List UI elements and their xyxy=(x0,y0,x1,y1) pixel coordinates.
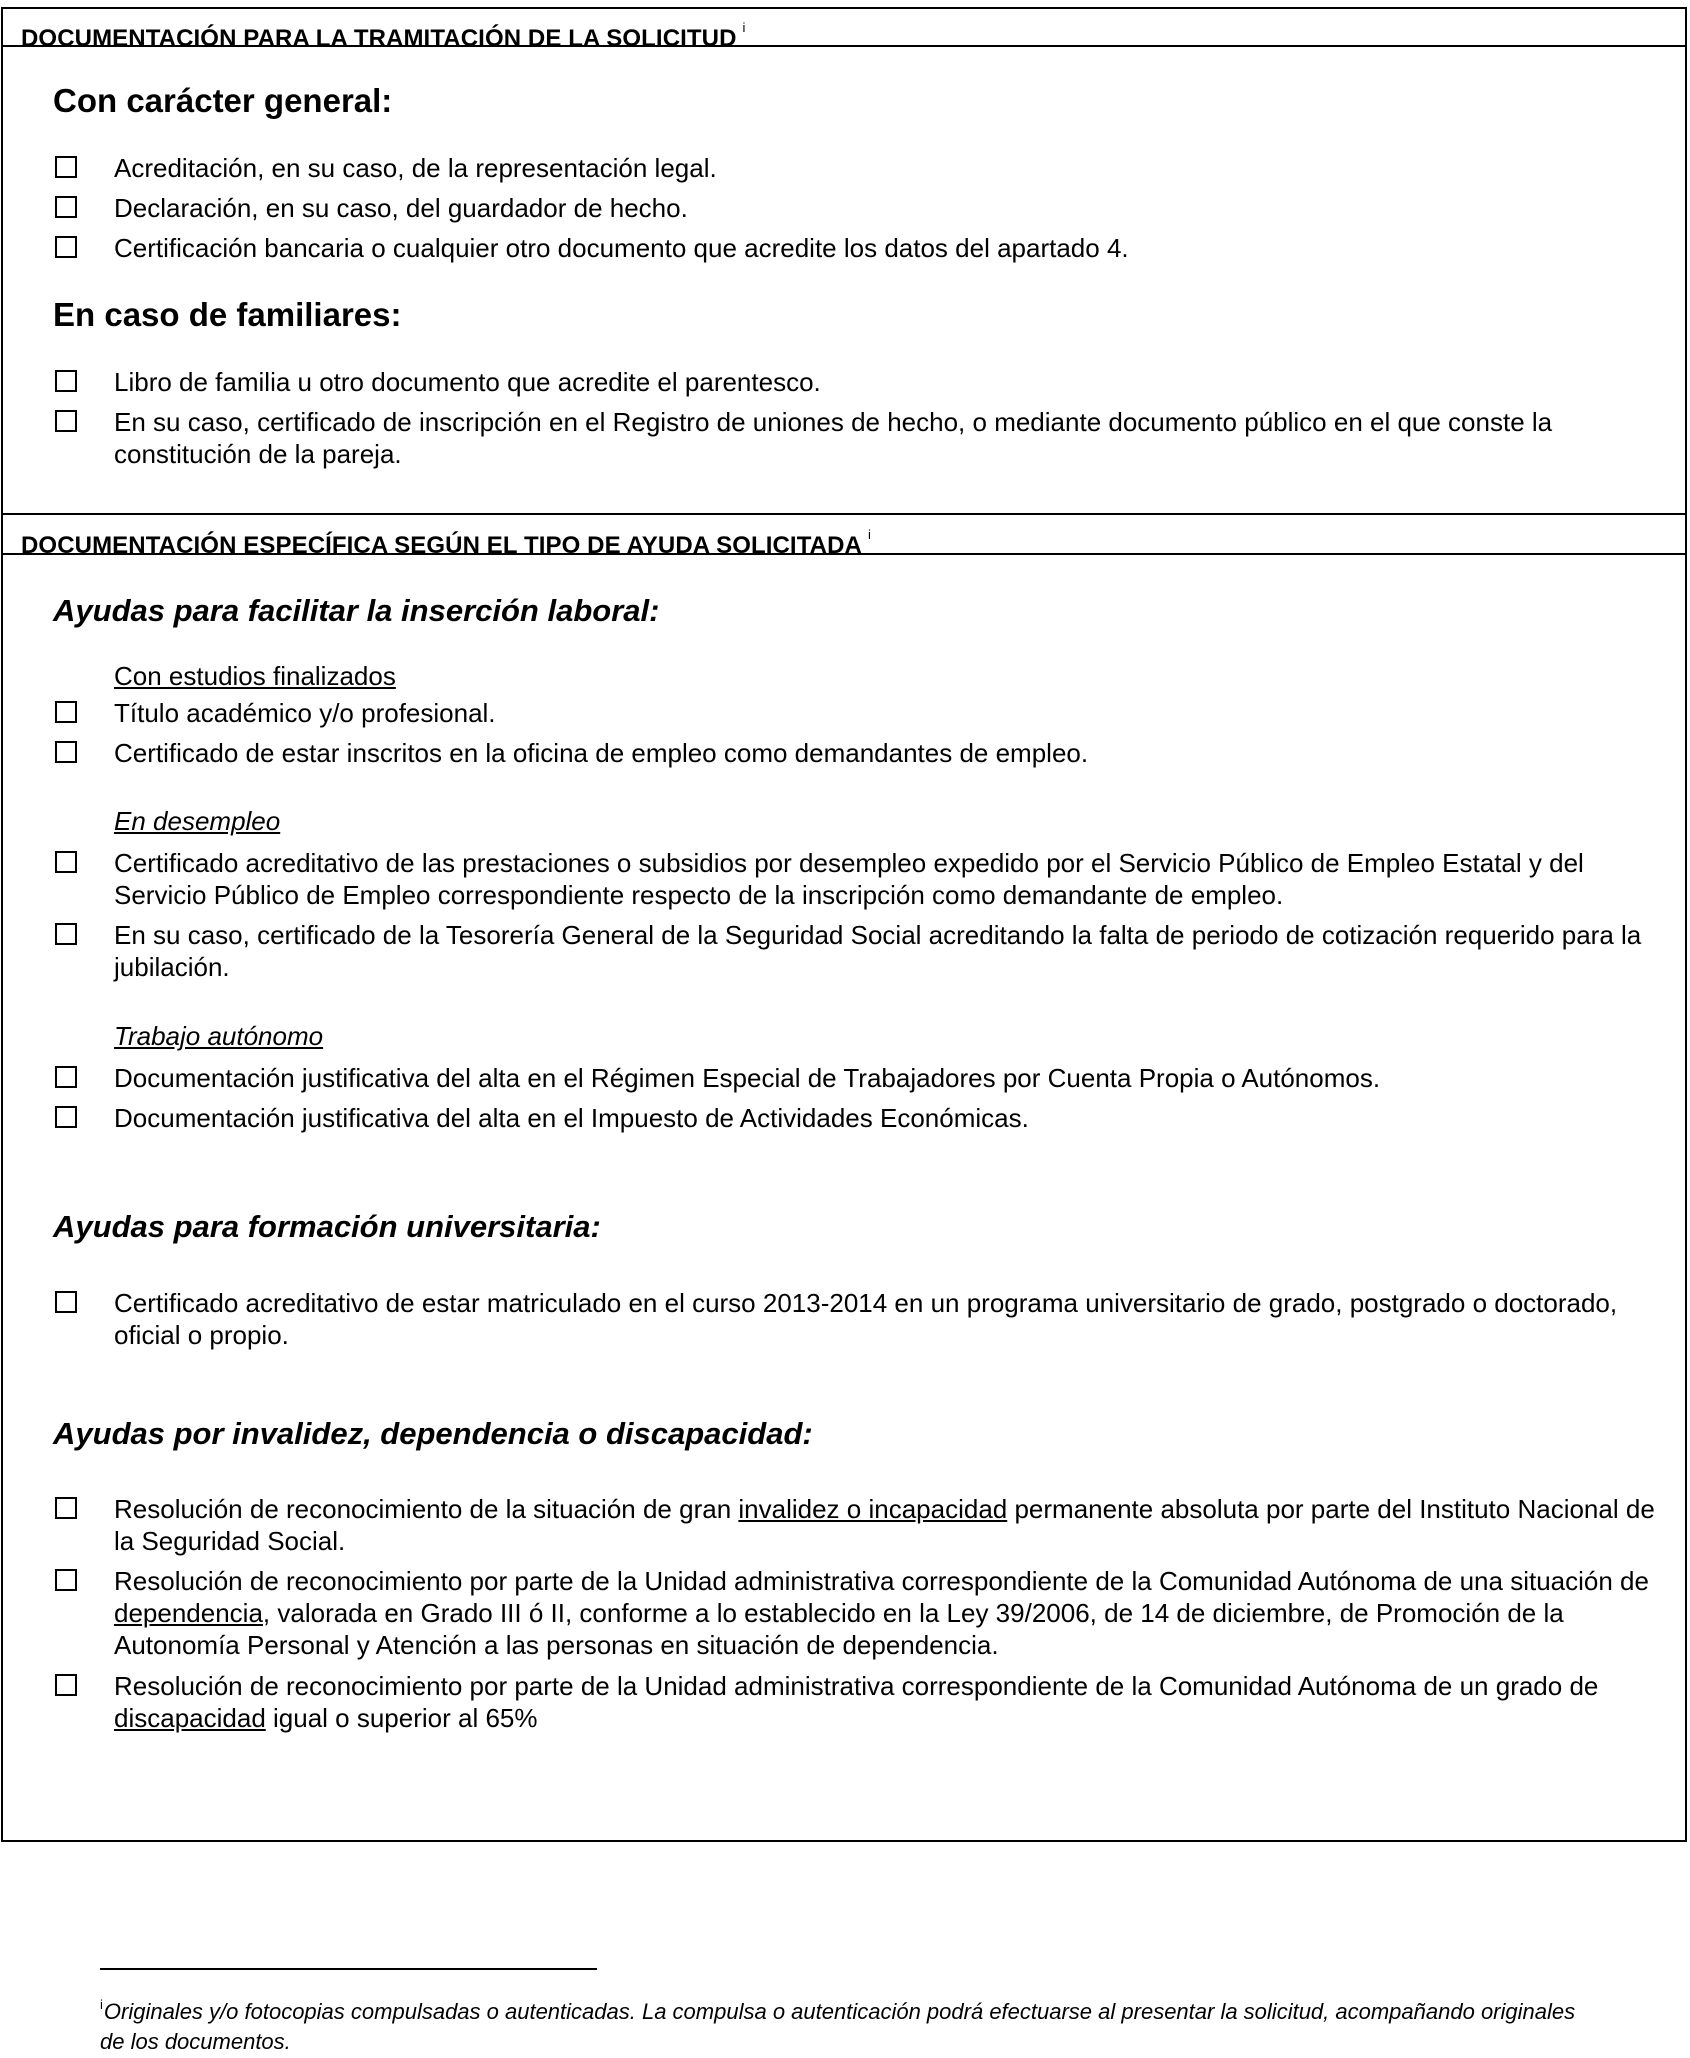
item-label: Documentación justificativa del alta en el Impuesto de Actividades Económicas. xyxy=(114,1103,1029,1133)
checkbox[interactable] xyxy=(55,410,77,432)
checklist-item[interactable] xyxy=(55,919,1655,983)
item-label: Libro de familia u otro documento que acredite el parentesco. xyxy=(114,367,821,397)
checklist-item[interactable] xyxy=(55,1102,1655,1134)
item-label: Certificado de estar inscritos en la oficina de empleo como demandantes de empleo. xyxy=(114,738,1089,768)
checklist-item[interactable] xyxy=(55,366,1655,398)
item-text: igual o superior al 65% xyxy=(265,1703,538,1733)
section-header-tramitacion xyxy=(3,9,1685,52)
item-label: Certificado acreditativo de las prestaciones o subsidios por desempleo expedido por el Servicio Público de Empleo Estatal y del Servicio Público de Empleo correspondiente respecto de la inscripción como demandante de empleo. xyxy=(114,848,1584,910)
footnote xyxy=(100,1990,1600,2057)
checklist-item[interactable] xyxy=(55,1287,1655,1351)
category-heading-familiares: En caso de familiares: xyxy=(53,296,402,333)
checkbox[interactable] xyxy=(55,1497,77,1519)
checkbox[interactable] xyxy=(55,1674,77,1696)
item-label: Acreditación, en su caso, de la representación legal. xyxy=(114,153,717,183)
item-label: Certificado acreditativo de estar matriculado en el curso 2013-2014 en un programa universitario de grado, postgrado o doctorado, oficial o propio. xyxy=(114,1288,1618,1350)
checklist-item[interactable] xyxy=(55,1493,1655,1557)
item-label xyxy=(114,1493,1655,1557)
item-label: Declaración, en su caso, del guardador de hecho. xyxy=(114,193,688,223)
section-header-especifica xyxy=(3,513,1685,559)
item-label: Título académico y/o profesional. xyxy=(114,698,496,728)
checkbox[interactable] xyxy=(55,370,77,392)
checkbox[interactable] xyxy=(55,741,77,763)
checkbox[interactable] xyxy=(55,851,77,873)
checkbox[interactable] xyxy=(55,1569,77,1591)
footnote-marker: i xyxy=(742,20,746,35)
footnote-marker: i xyxy=(100,1997,103,2012)
checklist-item[interactable] xyxy=(55,1062,1655,1094)
footnote-divider xyxy=(100,1968,597,1970)
checkbox[interactable] xyxy=(55,701,77,723)
item-text: Resolución de reconocimiento por parte de la Unidad administrativa correspondiente de la Comunidad Autónoma de una situación de xyxy=(114,1566,1649,1596)
underlined-term: discapacidad xyxy=(114,1703,266,1733)
item-text: Resolución de reconocimiento por parte de la Unidad administrativa correspondiente de la Comunidad Autónoma de un grado de xyxy=(114,1671,1599,1701)
checklist-item[interactable] xyxy=(55,152,1655,184)
subgroup-label-estudios: Con estudios finalizados xyxy=(114,661,396,691)
category-heading-general: Con carácter general: xyxy=(53,82,393,119)
section-title: DOCUMENTACIÓN ESPECÍFICA SEGÚN EL TIPO DE AYUDA SOLICITADA xyxy=(21,532,862,559)
category-heading-insercion: Ayudas para facilitar la inserción laboral: xyxy=(53,593,660,628)
item-label: En su caso, certificado de la Tesorería General de la Seguridad Social acreditando la falta de periodo de cotización requerido para la jubilación. xyxy=(114,920,1642,982)
footnote-text: Originales y/o fotocopias compulsadas o autenticadas. La compulsa o autenticación podrá efectuarse al presentar la solicitud, acompañando originales de los documentos. xyxy=(100,1999,1576,2054)
item-label: Documentación justificativa del alta en el Régimen Especial de Trabajadores por Cuenta Propia o Autónomos. xyxy=(114,1063,1381,1093)
section-title: DOCUMENTACIÓN PARA LA TRAMITACIÓN DE LA SOLICITUD xyxy=(21,25,737,52)
checklist-item[interactable] xyxy=(55,847,1655,911)
checkbox[interactable] xyxy=(55,156,77,178)
checklist-item[interactable] xyxy=(55,1670,1655,1734)
checklist-item[interactable] xyxy=(55,697,1655,729)
item-text: permanente absoluta por parte del Instituto Nacional de la Seguridad Social. xyxy=(114,1494,1655,1556)
checkbox[interactable] xyxy=(55,923,77,945)
category-heading-invalidez: Ayudas por invalidez, dependencia o discapacidad: xyxy=(53,1416,813,1451)
checkbox[interactable] xyxy=(55,236,77,258)
item-label xyxy=(114,1565,1655,1661)
item-label: En su caso, certificado de inscripción en el Registro de uniones de hecho, o mediante documento público en el que conste la constitución de la pareja. xyxy=(114,407,1553,469)
underlined-term: invalidez o incapacidad xyxy=(738,1494,1008,1524)
footnote-marker: i xyxy=(867,527,871,542)
underlined-term: dependencia xyxy=(114,1598,263,1628)
checkbox[interactable] xyxy=(55,1066,77,1088)
subgroup-label-desempleo: En desempleo xyxy=(114,806,281,836)
checkbox[interactable] xyxy=(55,196,77,218)
item-label: Certificación bancaria o cualquier otro documento que acredite los datos del apartado 4. xyxy=(114,233,1129,263)
documentation-form xyxy=(1,7,1687,1842)
checklist-item[interactable] xyxy=(55,192,1655,224)
subgroup-label-autonomo: Trabajo autónomo xyxy=(114,1021,324,1051)
category-heading-universitaria: Ayudas para formación universitaria: xyxy=(53,1209,601,1244)
checklist-item[interactable] xyxy=(55,1565,1655,1661)
item-text: , valorada en Grado III ó II, conforme a lo establecido en la Ley 39/2006, de 14 de diciembre, de Promoción de la Autonomía Personal y Atención a las personas en situación de dependencia. xyxy=(114,1598,1564,1660)
checklist-item[interactable] xyxy=(55,406,1655,470)
item-label xyxy=(114,1670,1655,1734)
checkbox[interactable] xyxy=(55,1106,77,1128)
checklist-item[interactable] xyxy=(55,232,1655,264)
item-text: Resolución de reconocimiento de la situación de gran xyxy=(114,1494,739,1524)
checklist-item[interactable] xyxy=(55,737,1655,769)
checkbox[interactable] xyxy=(55,1291,77,1313)
